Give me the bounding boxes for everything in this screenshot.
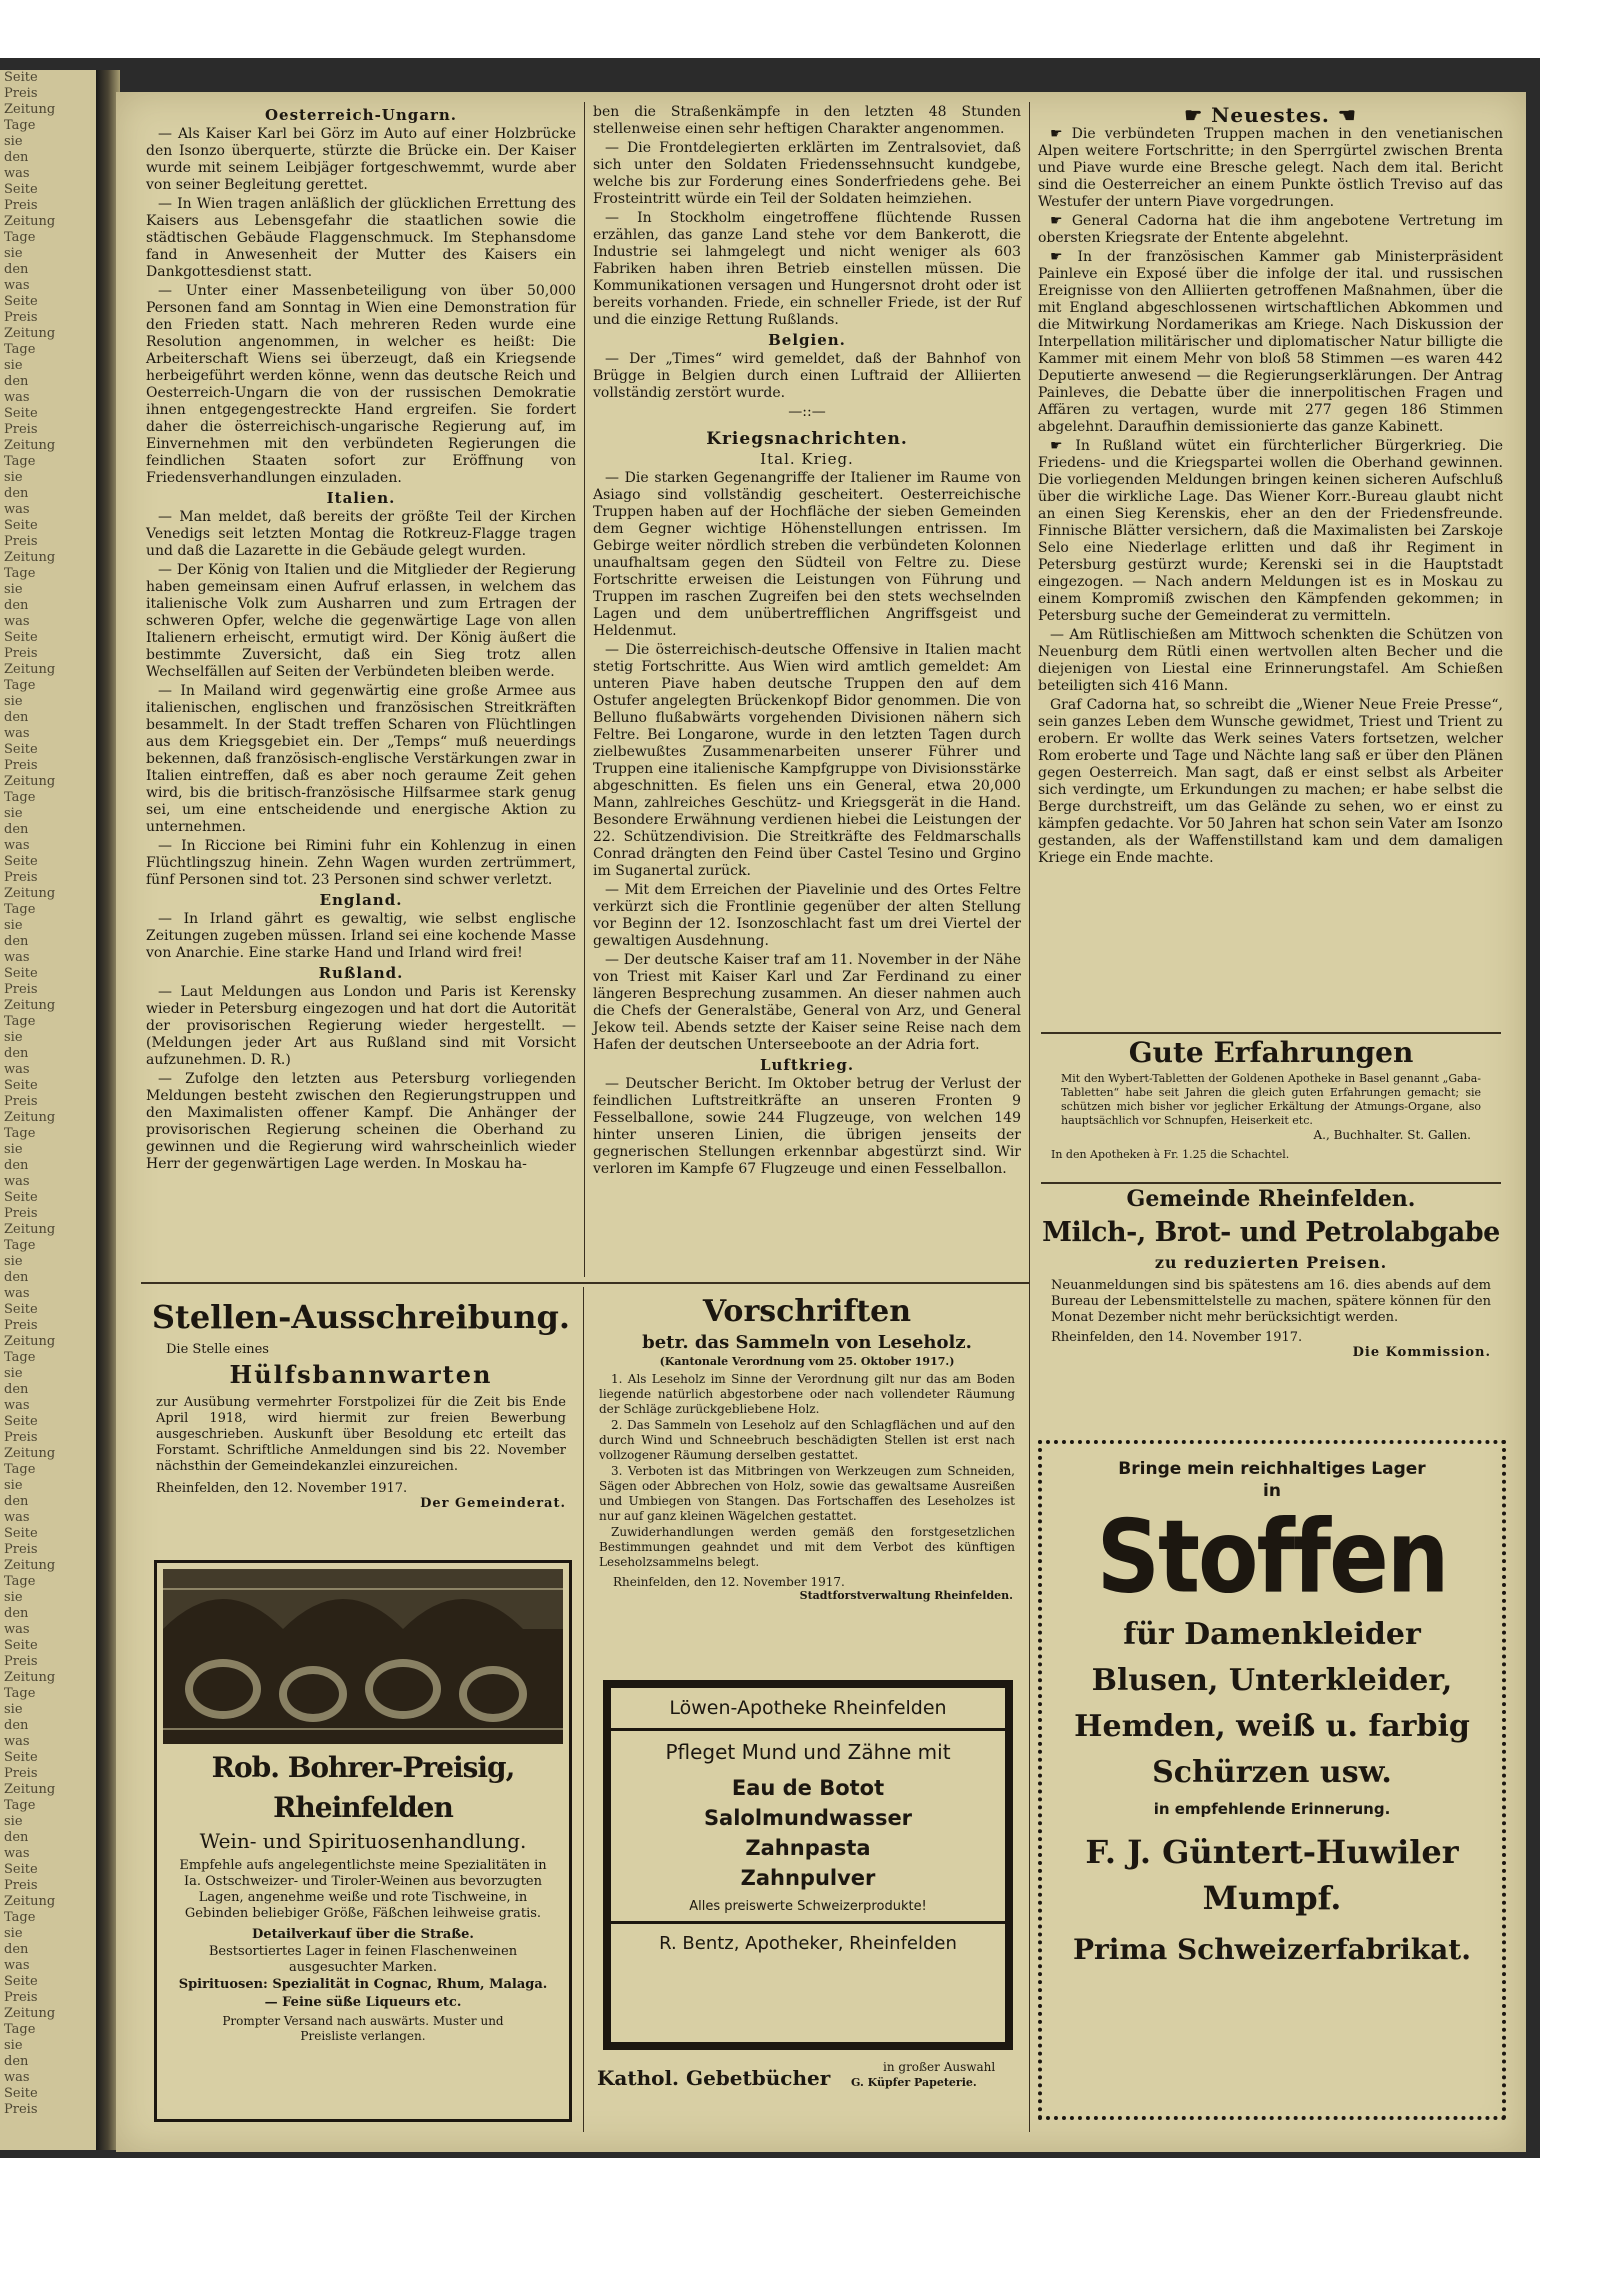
fragment: Tage — [4, 678, 36, 693]
fragment: sie — [4, 2038, 23, 2053]
fragment: Zeitung — [4, 1334, 56, 1349]
fragment: Seite — [4, 182, 38, 197]
fragment: den — [4, 934, 29, 949]
fragment: Tage — [4, 1126, 36, 1141]
fragment: Seite — [4, 1414, 38, 1429]
fragment: sie — [4, 582, 23, 597]
ad-gemeinde-rheinfelden — [1041, 1182, 1501, 1360]
fragment: was — [4, 1062, 30, 1077]
ad-company: Rob. Bohrer-Preisig, Rheinfelden — [211, 1751, 515, 1824]
article-paragraph — [1038, 213, 1503, 247]
fragment: Preis — [4, 310, 38, 325]
fragment: was — [4, 1622, 30, 1637]
fragment: Zeitung — [4, 1222, 56, 1237]
fragment: was — [4, 2070, 30, 2085]
fragment: Seite — [4, 1862, 38, 1877]
fragment: den — [4, 710, 29, 725]
ad-title: Gute Erfahrungen — [1128, 1036, 1414, 1069]
column-divider — [584, 102, 585, 1277]
divider — [1041, 1032, 1501, 1034]
article-paragraph: — Die österreichisch-deutsche Offensive in Italien macht stetig Fortschritte. Aus Wien wird amtlich gemeldet: Am unteren Piave haben deutsche Truppen den auf dem Ostufer angelegten Brückenkopf Bidor genommen. Die von Belluno flußabwärts vorgehenden Divisionen nähern sich Feltre. Bei Longarone, wurde in den letzten Tagen durch zielbewußtes Zusammenarbeiten unserer Führer und Truppen eine italienische Kampfgruppe von Divisionsstärke abgeschnitten. Es fielen uns ein General, etwa 20,000 Mann, zahlreiches Geschütz- und Kriegsgerät in die Hand. Besondere Erwähnung verdienen hiebei die Leistungen der 22. Schützendivision. Die Streitkräfte des Feldmarschalls Conrad drängten den Feind über Castel Tesino und Grgino im Suganertal zurück. — [593, 642, 1021, 879]
pointer-icon: ☛ — [1050, 249, 1078, 265]
fragment: Preis — [4, 1094, 38, 1109]
ad-headline: Stoffen — [1096, 1497, 1448, 1616]
fragment: Tage — [4, 566, 36, 581]
fragment: sie — [4, 1366, 23, 1381]
fragment: Zeitung — [4, 1894, 56, 1909]
fragment: Seite — [4, 1638, 38, 1653]
fragment: den — [4, 2054, 29, 2069]
ad-footer: R. Bentz, Apotheker, Rheinfelden — [659, 1933, 957, 1954]
fragment: sie — [4, 246, 23, 261]
fragment: was — [4, 166, 30, 181]
ad-text: Empfehle aufs angelegentlichste meine Spezialitäten in Ia. Ostschweizer- und Tiroler-Weinen aus bevorzugten Lagen, angenehme weiße und rote Tischweine, in Gebinden beliebiger Größe, Fäßchen leihweise gratis. — [179, 1858, 547, 1921]
section-heading: Oesterreich-Ungarn. — [264, 106, 458, 124]
fragment: was — [4, 1846, 30, 1861]
fragment: was — [4, 1286, 30, 1301]
ad-rule: 2. Das Sammeln von Leseholz auf den Schlagflächen und auf den durch Wind und Schneebruch beschädigten Stellen ist erst nach vollzogener Räumung derselben gestattet. — [599, 1418, 1015, 1462]
fragment: was — [4, 614, 30, 629]
fragment: Preis — [4, 1766, 38, 1781]
fragment: Preis — [4, 1654, 38, 1669]
pointer-icon: ☛ — [1050, 438, 1076, 454]
article-paragraph: — Man meldet, daß bereits der größte Teil der Kirchen Venedigs seit letzten Montag die Rotkreuz-Flagge tragen und daß die Lazarette in die Gebäude gelegt wurden. — [146, 509, 576, 559]
ad-reference: (Kantonale Verordnung vom 25. Oktober 1917.) — [659, 1355, 955, 1368]
ad-gute-erfahrungen — [1041, 1032, 1501, 1161]
fragment: Preis — [4, 422, 38, 437]
fragment: Zeitung — [4, 886, 56, 901]
ad-title: Kathol. Gebetbücher — [597, 2066, 831, 2090]
fragment: sie — [4, 806, 23, 821]
article-paragraph: — In Riccione bei Rimini fuhr ein Kohlenzug in einen Flüchtlingszug hinein. Zehn Wagen wurden zertrümmert, fünf Personen sind tot. 23 Personen sind schwer verletzt. — [146, 838, 576, 888]
fragment: den — [4, 1270, 29, 1285]
article-paragraph: — In Irland gährt es gewaltig, wie selbst englische Zeitungen zugeben müssen. Irland sei eine kochende Masse von Anarchie. Eine starke Hand und Irland wird frei! — [146, 911, 576, 961]
ad-place: Mumpf. — [1202, 1879, 1342, 1917]
fragment: Zeitung — [4, 1110, 56, 1125]
ad-rule: 1. Als Leseholz im Sinne der Verordnung gilt nur das am Boden liegende natürlich abgestorbene oder nach vollendeter Räumung der Schläge zurückgebliebene Holz. — [599, 1372, 1015, 1416]
fragment: Zeitung — [4, 214, 56, 229]
fragment: was — [4, 1398, 30, 1413]
fragment: was — [4, 1174, 30, 1189]
ad-footer: Prompter Versand nach auswärts. Muster und Preisliste verlangen. — [222, 2014, 504, 2043]
fragment: Zeitung — [4, 550, 56, 565]
fragment: was — [4, 1958, 30, 1973]
ad-line: Bringe mein reichhaltiges Lager — [1118, 1459, 1426, 1479]
ad-title: Gemeinde Rheinfelden. — [1126, 1186, 1416, 1212]
fragment: Preis — [4, 198, 38, 213]
fragment: den — [4, 1718, 29, 1733]
ad-title: Vorschriften — [702, 1294, 912, 1329]
fragment: Preis — [4, 1542, 38, 1557]
pointer-icon: ☛ — [1050, 126, 1072, 142]
ad-detail: Detailverkauf über die Straße. — [252, 1927, 474, 1942]
ad-item: Blusen, Unterkleider, — [1091, 1663, 1453, 1698]
fragment: Preis — [4, 870, 38, 885]
fragment: Preis — [4, 2102, 38, 2117]
fragment: sie — [4, 1814, 23, 1829]
section-heading: Luftkrieg. — [759, 1056, 855, 1074]
fragment: den — [4, 1942, 29, 1957]
article-paragraph: — Mit dem Erreichen der Piavelinie und des Ortes Feltre verkürzt sich die Frontlinie gegenüber der alten Stellung vor Beginn der 12. Isonzoschlacht fast um drei Viertel der gewaltigen Ausdehnung. — [593, 882, 1021, 949]
fragment: Preis — [4, 1430, 38, 1445]
ad-headline: Milch-, Brot- und Petrolabgabe — [1042, 1217, 1500, 1248]
fragment: den — [4, 1494, 29, 1509]
fragment: Zeitung — [4, 438, 56, 453]
section-heading — [1038, 103, 1503, 127]
fragment: Tage — [4, 230, 36, 245]
paragraph-text: In der französischen Kammer gab Ministerpräsident Painleve ein Exposé über die infolge der ital. und russischen Ereignisse von den Alliierten getroffenen Maßnahmen, über die mit England abgeschlossenen wirtschaftlichen Abkommen und die Mitwirkung Nordamerikas am Kriege. Nach Diskussion der Interpellation militärischer und diplomatischer Natur billigte die Kammer mit einem Mehr von bloß 58 Stimmen —es waren 442 Deputierte anwesend — die Regierungserklärungen. Der Antrag Painleves, die Debatte über die innerpolitischen Fragen und Affären zu vertagen, wurde mit 277 gegen 186 Stimmen abgelehnt. Daraufhin demissionierte das ganze Kabinett. — [1038, 249, 1503, 435]
ad-line: Pfleget Mund und Zähne mit — [665, 1740, 951, 1764]
article-paragraph: — Als Kaiser Karl bei Görz im Auto auf einer Holzbrücke den Isonzo überquerte, stürzte die Brücke ein. Der Kaiser wurde mit seinem Leibjäger fortgeschwemmt, wurde aber von seiner Begleitung gerettet. — [146, 126, 576, 193]
fragment: Tage — [4, 902, 36, 917]
fragment: Seite — [4, 966, 38, 981]
ad-item: für Damenkleider — [1123, 1617, 1421, 1652]
fragment: Seite — [4, 1190, 38, 1205]
ad-gebetbuecher — [593, 2060, 1021, 2100]
article-paragraph: — Der deutsche Kaiser traf am 11. November in der Nähe von Triest mit Kaiser Karl und Zar Ferdinand zu einer längeren Besprechung zusammen. An dieser nahmen auch die Chefs der Generalstäbe, General von Arz, und General Jekow teil. Abends setzte der Kaiser seine Reise nach dem Hafen der deutschen Unterseeboote an der Adria fort. — [593, 952, 1021, 1053]
ad-stoffen — [1038, 1440, 1506, 2120]
fragment: sie — [4, 1702, 23, 1717]
fragment: den — [4, 374, 29, 389]
article-paragraph: ben die Straßenkämpfe in den letzten 48 Stunden stellenweise einen sehr heftigen Charakter angenommen. — [593, 104, 1021, 137]
fragment: Tage — [4, 1350, 36, 1365]
fragment: Preis — [4, 86, 38, 101]
fragment: Preis — [4, 1206, 38, 1221]
ad-note: Alles preiswerte Schweizerprodukte! — [611, 1893, 1005, 1924]
article-paragraph: — Unter einer Massenbeteiligung von über 50,000 Personen fand am Sonntag in Wien eine Demonstration für den Frieden statt. Nach mehreren Reden wurde eine Resolution angenommen, in welcher es heißt: Die Arbeiterschaft Wiens sei überzeugt, daß ein Kriegsende herbeigeführt werden könne, wenn das deutsche Reich und Oesterreich-Ungarn die von der russischen Demokratie ihnen entgegengestreckte Hand ergreifen. Sie fordert daher die österreichisch-ungarische Regierung auf, im Einvernehmen mit den verbündeten Regierungen die feindlichen Staaten sofort zur Eröffnung von Friedensverhandlungen einzuladen. — [146, 283, 576, 486]
column-divider — [1029, 102, 1030, 2132]
left-page-edge — [0, 70, 105, 2150]
fragment: Tage — [4, 1462, 36, 1477]
fragment: Seite — [4, 1974, 38, 1989]
fragment: Zeitung — [4, 1446, 56, 1461]
separator: —::— — [788, 404, 826, 420]
heading-text: Neuestes. — [1211, 103, 1330, 127]
column-1 — [146, 104, 576, 1175]
fragment: Preis — [4, 982, 38, 997]
ad-product: Salolmundwasser — [703, 1806, 913, 1830]
article-paragraph: — Der König von Italien und die Mitglieder der Regierung haben gemeinsam einen Aufruf erlassen, in welchem das italienische Volk zum Ausharren und zum Ertragen der schweren Opfer, welche die gegenwärtige Lage von allen Italienern erheischt, ermutigt wird. Der König äußert die bestimmte Zuversicht, daß ein Sieg trotz allen Wechselfällen auf Seiten der Verbündeten bleiben werde. — [146, 562, 576, 680]
fragment: Preis — [4, 758, 38, 773]
ad-signature: Stadtforstverwaltung Rheinfelden. — [799, 1589, 1013, 1602]
ad-title: Stellen-Ausschreibung. — [151, 1298, 571, 1336]
article-paragraph — [1038, 438, 1503, 625]
fragment: Preis — [4, 646, 38, 661]
ad-spirits: Spirituosen: Spezialität in Cognac, Rhum, Malaga. — Feine süße Liqueurs etc. — [178, 1977, 548, 2010]
section-heading: Kriegsnachrichten. — [706, 429, 908, 449]
ad-text: zur Ausübung vermehrter Forstpolizei für die Zeit bis Ende April 1918, wird hiermit zur freien Bewerbung ausgeschrieben. Auskunft über Besoldung etc erteilt das Forstamt. Schriftliche Anmeldungen sind bis 22. November nächsthin der Gemeindekanzlei einzureichen. — [156, 1395, 566, 1474]
section-divider — [141, 1282, 1029, 1284]
ad-rule-list — [593, 1370, 1021, 1573]
ad-signature: Die Kommission. — [1352, 1345, 1491, 1360]
fragment: Tage — [4, 1574, 36, 1589]
ad-line: Die Stelle eines — [166, 1342, 269, 1357]
ad-text: Mit den Wybert-Tabletten der Goldenen Apotheke in Basel genannt „Gaba-Tabletten“ habe seit Jahren die gleich guten Erfahrungen gemacht; sie schützen mich bisher vor jeglicher Erkältung der Atmungs-Organe, also hauptsächlich vor Schnupfen, Heiserkeit etc. — [1061, 1072, 1481, 1127]
newspaper-page — [116, 92, 1526, 2152]
article-paragraph — [1038, 249, 1503, 436]
fragment: Seite — [4, 294, 38, 309]
fragment: sie — [4, 358, 23, 373]
column-3 — [1038, 104, 1503, 869]
fragment: Seite — [4, 1750, 38, 1765]
ad-date: Rheinfelden, den 12. November 1917. — [613, 1575, 845, 1589]
article-paragraph: — In Wien tragen anläßlich der glücklichen Errettung des Kaisers aus Lebensgefahr die staatlichen sowie die städtischen Gebäude Flaggenschmuck. Im Stephansdome fand in Anwesenheit der Mutter des Kaisers ein Dankgottesdienst statt. — [146, 196, 576, 280]
fragment: sie — [4, 1926, 23, 1941]
fragment: was — [4, 502, 30, 517]
section-heading: Italien. — [326, 489, 396, 507]
fragment: Zeitung — [4, 662, 56, 677]
fragment: Tage — [4, 1910, 36, 1925]
fragment: den — [4, 1046, 29, 1061]
fragment: sie — [4, 1590, 23, 1605]
fragment: Zeitung — [4, 2006, 56, 2021]
fragment: Preis — [4, 1878, 38, 1893]
ad-date: Rheinfelden, den 12. November 1917. — [156, 1481, 408, 1496]
fragment: Seite — [4, 1078, 38, 1093]
fragment: Seite — [4, 406, 38, 421]
fragment: sie — [4, 1478, 23, 1493]
ad-text: Bestsortiertes Lager in feinen Flaschenweinen ausgesuchter Marken. — [208, 1944, 518, 1975]
ad-product: Zahnpasta — [745, 1836, 871, 1860]
divider — [1041, 1182, 1501, 1184]
pointing-hand-icon: ☚ — [1337, 103, 1357, 127]
fragment: Tage — [4, 454, 36, 469]
article-paragraph: — Am Rütlischießen am Mittwoch schenkten die Schützen von Neuenburg dem Rütli einen wertvollen alten Becher und die diejenigen von Liestal eine Erinnerungstafel. Am Schießen beteiligten sich 416 Mann. — [1038, 627, 1503, 694]
fragment: Tage — [4, 342, 36, 357]
fragment: Zeitung — [4, 1782, 56, 1797]
fragment: Tage — [4, 1798, 36, 1813]
fragment: Zeitung — [4, 1558, 56, 1573]
ad-signature: A., Buchhalter. St. Gallen. — [1313, 1128, 1471, 1142]
article-paragraph: — Die Frontdelegierten erklärten im Zentralsoviet, daß sich unter den Soldaten Friedenssehnsucht kundgebe, welche bis zur Forderung eines Sonderfriedens gehe. Bei Frosteintritt würde ein Teil der Soldaten heimziehen. — [593, 140, 1021, 207]
ad-rule: Zuwiderhandlungen werden gemäß den forstgesetzlichen Bestimmungen geahndet und mit dem Verbot des künftigen Leseholzsammelns belegt. — [599, 1525, 1015, 1569]
article-paragraph: Graf Cadorna hat, so schreibt die „Wiener Neue Freie Presse“, sein ganzes Leben dem Wunsche gewidmet, Triest und Trient zu erobern. Er wollte das Werk seines Vaters fortsetzen, welcher Rom eroberte und Tage und Nächte lang saß er über den Plänen gegen Oesterreich. Man sagt, daß er einst selbst als Arbeiter sich verdingte, um Erkundungen zu machen; er habe selbst die Berge durchstreift, um das Gelände zu sehen, wo er einst zu kämpfen gedachte. Vor 50 Jahren hat schon sein Vater am Isonzo gestanden, als der Waffenstillstand kam und dem damaligen Kriege ein Ende machte. — [1038, 697, 1503, 866]
paragraph-text: Die verbündeten Truppen machen in den venetianischen Alpen weitere Fortschritte; in den Sperrgürtel zwischen Brenta und Piave wurde eine Bresche gelegt. Nach dem ital. Bericht sind die Oesterreicher an einem Punkte östlich Treviso auf das Westufer der untern Piave vorgedrungen. — [1038, 126, 1503, 210]
ad-signature: Der Gemeinderat. — [420, 1496, 566, 1511]
ad-product: Zahnpulver — [740, 1866, 876, 1890]
fragment: den — [4, 150, 29, 165]
fragment: was — [4, 838, 30, 853]
fragment: sie — [4, 470, 23, 485]
ad-item: Schürzen usw. — [1152, 1755, 1392, 1790]
paragraph-text: In Rußland wütet ein fürchterlicher Bürgerkrieg. Die Friedens- und die Kriegspartei wollen die Oberhand gewinnen. Die vorliegenden Meldungen bringen keinen sicheren Aufschluß über die wirkliche Lage. Das Wiener Korr.-Bureau glaubt nicht an einen Sieg Kerenskis, eher an den der Friedensfreunde. Finnische Blätter versichern, daß die Maximalisten bei Zarskoje Selo eine Niederlage erlitten und daß ihr Regiment in Petersburg gestürzt wurde; Kerenski sei in die Hauptstadt eingezogen. — Nach andern Meldungen ist es in Moskau zu einem Kompromiß zwischen den Kämpfenden gekommen; in Petersburg suche der Gemeinderat zu vermitteln. — [1038, 438, 1503, 624]
fragment: sie — [4, 918, 23, 933]
fragment: was — [4, 950, 30, 965]
ad-subtitle: zu reduzierten Preisen. — [1154, 1253, 1388, 1272]
fragment: den — [4, 1830, 29, 1845]
fragment: Tage — [4, 1686, 36, 1701]
article-paragraph: — Zufolge den letzten aus Petersburg vorliegenden Meldungen besteht zwischen den Regierungstruppen und den Maximalisten offener Kampf. Die Anhänger der provisorischen Regierung scheinen die Oberhand zu gewinnen und die Regierung wird wahrscheinlich wieder Herr der gegenwärtigen Lage werden. In Moskau ha- — [146, 1071, 576, 1172]
fragment: sie — [4, 134, 23, 149]
fragment: Seite — [4, 854, 38, 869]
ad-text: in großer Auswahl — [883, 2060, 996, 2074]
article-paragraph: — Der „Times“ wird gemeldet, daß der Bahnhof von Brügge in Belgien durch einen Luftraid der Alliierten vollständig zerstört wurde. — [593, 351, 1021, 401]
fragment: was — [4, 390, 30, 405]
fragment: den — [4, 822, 29, 837]
column-divider — [583, 1287, 584, 2132]
wine-cellar-illustration — [163, 1569, 563, 1744]
article-paragraph: — In Stockholm eingetroffene flüchtende Russen erzählen, das ganze Land stehe vor dem Bankerott, die Industrie sei lahmgelegt und nicht weniger als 603 Fabriken haben ihren Betrieb einstellen müssen. Die Kommunikationen versagen und Hungersnot droht oder ist bereits vorhanden. Friede, ein schneller Friede, ist der Ruf und die einzige Rettung Rußlands. — [593, 210, 1021, 328]
ad-footer: In den Apotheken à Fr. 1.25 die Schachtel. — [1051, 1148, 1290, 1161]
ad-company: F. J. Güntert-Huwiler — [1085, 1833, 1459, 1871]
fragment: Seite — [4, 518, 38, 533]
fragment: sie — [4, 1254, 23, 1269]
fragment: Seite — [4, 1526, 38, 1541]
section-heading: Rußland. — [318, 964, 404, 982]
ad-date: Rheinfelden, den 14. November 1917. — [1051, 1330, 1303, 1345]
paragraph-text: General Cadorna hat die ihm angebotene Vertretung im obersten Kriegsrate der Entente abgelehnt. — [1038, 213, 1503, 246]
ad-weinhandlung — [154, 1560, 572, 2122]
fragment: Seite — [4, 1302, 38, 1317]
fragment: den — [4, 1382, 29, 1397]
ad-item: Hemden, weiß u. farbig — [1074, 1709, 1470, 1744]
ad-note: in empfehlende Erinnerung. — [1153, 1800, 1391, 1818]
fragment: Zeitung — [4, 326, 56, 341]
pointing-hand-icon: ☛ — [1184, 103, 1204, 127]
fragment: Tage — [4, 1238, 36, 1253]
fragment: den — [4, 1158, 29, 1173]
fragment: Seite — [4, 742, 38, 757]
fragment: Zeitung — [4, 1670, 56, 1685]
fragment: Seite — [4, 70, 38, 85]
pointer-icon: ☛ — [1050, 213, 1072, 229]
fragment: Seite — [4, 2086, 38, 2101]
fragment: was — [4, 1734, 30, 1749]
fragment: Preis — [4, 534, 38, 549]
fragment: sie — [4, 1030, 23, 1045]
fragment: den — [4, 486, 29, 501]
ad-product: Eau de Botot — [731, 1776, 885, 1800]
fragment: was — [4, 1510, 30, 1525]
fragment: Zeitung — [4, 102, 56, 117]
section-heading: Ital. Krieg. — [760, 450, 854, 468]
ad-title: Löwen-Apotheke Rheinfelden — [611, 1688, 1005, 1731]
fragment: was — [4, 278, 30, 293]
ad-subtitle: betr. das Sammeln von Leseholz. — [642, 1332, 972, 1353]
ad-role: Hülfsbannwarten — [229, 1360, 493, 1389]
ad-text: Neuanmeldungen sind bis spätestens am 16. dies abends auf dem Bureau der Lebensmittelstelle zu machen, spätere können für den Monat Dezember nicht mehr berücksichtigt werden. — [1051, 1278, 1491, 1325]
fragment: Tage — [4, 1014, 36, 1029]
article-paragraph: — Deutscher Bericht. Im Oktober betrug der Verlust der feindlichen Luftstreitkräfte an unseren Fronten 9 Fesselballone, sowie 244 Flugzeuge, von welchen 149 hinter unseren Linien, die übrigen jenseits der gegnerischen Stellungen erkennbar abgestürzt sind. Wir verloren im Kampfe 67 Flugzeuge und einen Fesselballon. — [593, 1076, 1021, 1177]
column-2 — [593, 104, 1021, 1180]
fragment: sie — [4, 694, 23, 709]
fragment: Tage — [4, 118, 36, 133]
ad-signature: G. Küpfer Papeterie. — [851, 2076, 977, 2089]
fragment: Zeitung — [4, 998, 56, 1013]
fragment: den — [4, 1606, 29, 1621]
fragment: Zeitung — [4, 774, 56, 789]
fragment: Tage — [4, 2022, 36, 2037]
fragment: Preis — [4, 1318, 38, 1333]
article-paragraph: — In Mailand wird gegenwärtig eine große Armee aus italienischen, englischen und französischen Streitkräften besammelt. In der Stadt treffen Scharen von Flüchtlingen aus dem Kriegsgebiet ein. Der „Temps“ muß neuerdings bekennen, daß französisch-englische Verstärkungen zwar in Italien eintreffen, daß es aber noch geraume Zeit gehen wird, bis die britisch-französische Hilfsarmee stark genug sei, um eine entscheidende und energische Aktion zu unternehmen. — [146, 683, 576, 835]
ad-stellen-ausschreibung — [146, 1292, 576, 1511]
article-paragraph: — Laut Meldungen aus London und Paris ist Kerensky wieder in Petersburg eingezogen und hat dort die Autorität der provisorischen Regierung wieder hergestellt. — (Meldungen jeder Art aus Rußland sind mit Vorsicht aufzunehmen. D. R.) — [146, 984, 576, 1068]
article-paragraph: — Die starken Gegenangriffe der Italiener im Raume von Asiago sind vollständig gescheitert. Oesterreichische Truppen haben auf der Hochfläche der sieben Gemeinden dem Gegner wichtige Höhenstellungen entrissen. Im Gebirge weiter nördlich streben die verbündeten Kolonnen unaufhaltsam gegen den Südteil von Feltre zu. Diese Fortschritte erweisen die Leistungen von Führung und Truppen im raschen Zugreifen bei den stets wechselnden Lagen und dem unübertrefflichen Angriffsgeist und Heldenmut. — [593, 470, 1021, 639]
fragment: Tage — [4, 790, 36, 805]
ad-subtitle: Wein- und Spirituosenhandlung. — [199, 1829, 527, 1853]
fragment: sie — [4, 1142, 23, 1157]
ad-rule: 3. Verboten ist das Mitbringen von Werkzeugen zum Schneiden, Sägen oder Abbrechen von Holz, sowie das gewaltsame Ausreißen und Umbiegen von Stangen. Das Fortschaffen des Leseholzes ist nur auf ganz kleinen Wägelchen gestattet. — [599, 1464, 1015, 1523]
fragment: den — [4, 598, 29, 613]
fragment: was — [4, 726, 30, 741]
section-heading: Belgien. — [768, 331, 846, 349]
ad-line: in — [1263, 1481, 1281, 1501]
fragment: den — [4, 262, 29, 277]
article-paragraph — [1038, 126, 1503, 211]
section-heading: England. — [319, 891, 403, 909]
ad-loewen-apotheke — [603, 1680, 1013, 2050]
ad-footer: Prima Schweizerfabrikat. — [1073, 1933, 1471, 1966]
fragment: Preis — [4, 1990, 38, 2005]
ad-vorschriften — [593, 1292, 1021, 1602]
fragment: Seite — [4, 630, 38, 645]
